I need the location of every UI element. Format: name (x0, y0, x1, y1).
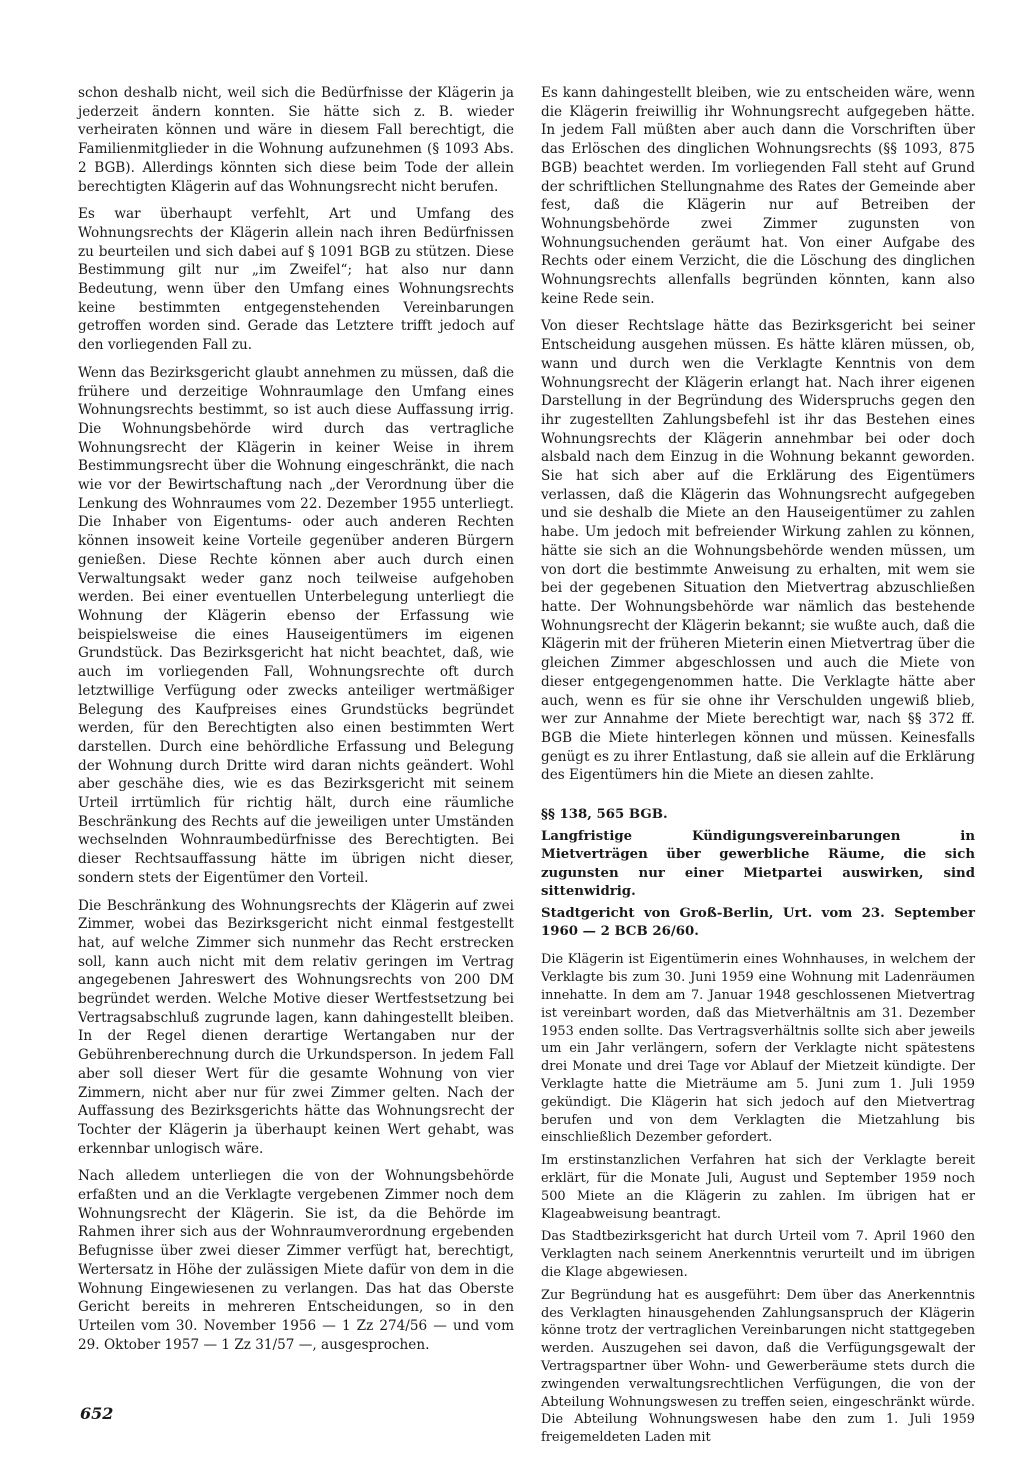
section-statute: §§ 138, 565 BGB. (541, 807, 668, 823)
right-paragraph-2: Von dieser Rechtslage hätte das Bezirksgericht bei seiner Entscheidung ausgehen müssen. Es hätte klären müssen, ob, wann und durch wen die Verklagte Kenntnis von dem Wohnungsrecht der Klägerin erlangt hat. Nach ihrer eigenen Darstellung in der Begründung des Widerspruchs gegen den ihr zugestellten Zahlungsbefehl ist ihr das Bestehen eines Wohnungsrechts der Klägerin annehmbar bei oder doch alsbald nach dem Einzug in die Wohnung bekannt geworden. Sie hat sich aber auf die Erklärung des Eigentümers verlassen, daß die Klägerin das Wohnungsrecht aufgegeben und sie deshalb die Miete an den Hauseigentümer zu zahlen habe. Um jedoch mit befreiender Wirkung zahlen zu können, hätte sie sich an die Wohnungsbehörde wenden müssen, um von dort die bestimmte Anweisung zu erhalten, mit wem sie bei der gegebenen Situation den Mietvertrag abzuschließen hatte. Der Wohnungsbehörde war nämlich das bestehende Wohnungsrecht der Klägerin bekannt; sie wußte auch, daß die Klägerin mit der früheren Mieterin einen Mietvertrag über die gleichen Zimmer abgeschlossen und auch die Miete von dieser entgegengenommen hatte. Die Verklagte hätte aber auch, wenn es für sie ohne ihr Verschulden ungewiß blieb, wer zur Annahme der Miete berechtigt war, nach §§ 372 ff. BGB die Miete hinterlegen können und müssen. Keinesfalls genügt es zu ihrer Entlastung, daß sie allein auf die Erklärung des Eigentümers hin die Miete an diesen zahlte. (541, 318, 975, 784)
right-column (541, 84, 975, 1452)
case-paragraph-4: Zur Begründung hat es ausgeführt: Dem über das Anerkenntnis des Verklagten hinausgehenden Zahlungsanspruch der Klägerin könne trotz der vertraglichen Vereinbarungen nicht stattgegeben werden. Auszugehen sei davon, daß die Verfügungsgewalt der Vertragspartner über Wohn- und Gewerberäume stets durch die zwingenden verwaltungsrechtlichen Verfügungen, die von der Abteilung Wohnungswesen zu treffen seien, eingeschränkt würde. Die Abteilung Wohnungswesen habe den zum 1. Juli 1959 freigemeldeten Laden mit (541, 1287, 975, 1446)
left-paragraph-4: Die Beschränkung des Wohnungsrechts der Klägerin auf zwei Zimmer, wobei das Bezirksgericht nicht einmal festgestellt hat, auf welche Zimmer sich nunmehr das Recht erstrecken soll, kann auch nicht mit dem relativ geringen im Vertrag angegebenen Jahreswert des Wohnungsrechts von 200 DM begründet werden. Welche Motive dieser Wertfestsetzung bei Vertragsabschluß zugrunde lagen, kann dahingestellt bleiben. In der Regel dienen derartige Wertangaben nur der Gebührenberechnung durch die Urkundsperson. In jedem Fall aber soll dieser Wert für die gesamte Wohnung von vier Zimmern, nicht aber nur für zwei Zimmer gelten. Nach der Auffassung des Bezirksgerichts hätte das Wohnungsrecht der Tochter der Klägerin ja überhaupt keinen Wert gehabt, was erkennbar unlogisch wäre. (78, 897, 514, 1157)
left-column (78, 84, 514, 1363)
case-paragraph-3: Das Stadtbezirksgericht hat durch Urteil vom 7. April 1960 den Verklagten nach seinem Anerkenntnis verurteilt und im übrigen die Klage abgewiesen. (541, 1229, 975, 1280)
section-court-citation: Stadtgericht von Groß-Berlin, Urt. vom 23. September 1960 — 2 BCB 26/60. (541, 906, 975, 940)
section-gap (541, 794, 975, 806)
left-paragraph-3: Wenn das Bezirksgericht glaubt annehmen zu müssen, daß die frühere und derzeitige Wohnraumlage den Umfang eines Wohnungsrechts bestimmt, so ist auch diese Auffassung irrig. Die Wohnungsbehörde wird durch das vertragliche Wohnungsrecht der Klägerin in keiner Weise in ihrem Bestimmungsrecht über die Wohnung eingeschränkt, die nach wie vor der Bewirtschaftung nach „der Verordnung über die Lenkung des Wohnraumes vom 22. Dezember 1955 unterliegt. Die Inhaber von Eigentums- oder auch anderen Rechten können insoweit keine Vorteile gegenüber anderen Bürgern genießen. Diese Rechte können aber auch durch einen Verwaltungsakt weder ganz noch teilweise aufgehoben werden. Bei einer eventuellen Unterbelegung unterliegt die Wohnung der Klägerin ebenso der Erfassung wie beispielsweise die eines Hauseigentümers im eigenen Grundstück. Das Bezirksgericht hat nicht beachtet, daß, wie auch im vorliegenden Fall, Wohnungsrechte oft durch letztwillige Verfügung oder zwecks anteiliger wertmäßiger Belegung des Kaufpreises eines Grundstücks begründet werden, für den Berechtigten also einen bestimmten Wert darstellen. Durch eine behördliche Erfassung und Belegung der Wohnung durch Dritte wird daran nichts geändert. Wohl aber geschähe dies, wie es das Bezirksgericht mit seinem Urteil irrtümlich für richtig hält, durch eine räumliche Beschränkung des Rechts auf die jeweiligen unter Umständen wechselnden Wohnraumbedürfnisse des Berechtigten. Bei dieser Rechtsauffassung hätte im übrigen nicht dieser, sondern stets der Eigentümer den Vorteil. (78, 364, 514, 886)
left-paragraph-1: schon deshalb nicht, weil sich die Bedürfnisse der Klägerin ja jederzeit ändern konnten. Sie hätte sich z. B. wieder verheiraten können und wäre in diesem Fall berechtigt, die Familienmitglieder in die Wohnung aufzunehmen (§ 1093 Abs. 2 BGB). Allerdings könnten sich diese beim Tode der allein berechtigten Klägerin auf das Wohnungsrecht nicht berufen. (78, 85, 514, 195)
case-paragraph-1: Die Klägerin ist Eigentümerin eines Wohnhauses, in welchem der Verklagte bis zum 30. Juni 1959 eine Wohnung mit Ladenräumen innehatte. In dem am 7. Januar 1948 geschlossenen Mietvertrag ist vereinbart worden, daß das Mietverhältnis am 31. Dezember 1953 enden sollte. Das Vertragsverhältnis sollte sich aber jeweils um ein Jahr verlängern, sofern der Verklagte nicht spätestens drei Monate und drei Tage vor Ablauf der Mietzeit kündigte. Der Verklagte hatte die Mieträume am 5. Juni zum 1. Juli 1959 gekündigt. Die Klägerin hat sich jedoch auf den Mietvertrag berufen und von dem Verklagten die Mietzahlung bis einschließlich Dezember gefordert. (541, 952, 975, 1146)
left-paragraph-5: Nach alledem unterliegen die von der Wohnungsbehörde erfaßten und an die Verklagte vergebenen Zimmer noch dem Wohnungsrecht der Klägerin. Sie ist, da die Behörde im Rahmen ihrer sich aus der Wohnraumverordnung ergebenden Befugnisse über zwei dieser Zimmer verfügt hat, berechtigt, Wertersatz in Höhe der zulässigen Miete dafür von dem in die Wohnung Eingewiesenen zu verlangen. Das hat das Oberste Gericht bereits in mehreren Entscheidungen, so in den Urteilen vom 30. November 1956 — 1 Zz 274/56 — und vom 29. Oktober 1957 — 1 Zz 31/57 —, ausgesprochen. (78, 1168, 514, 1353)
page-number: 652 (80, 1404, 114, 1423)
right-paragraph-1: Es kann dahingestellt bleiben, wie zu entscheiden wäre, wenn die Klägerin freiwillig ihr Wohnungsrecht aufgegeben hätte. In jedem Fall müßten aber auch dann die Vorschriften über das Erlöschen des dinglichen Wohnungsrechts (§§ 1093, 875 BGB) beachtet werden. Im vorliegenden Fall steht auf Grund der schriftlichen Stellungnahme des Rates der Gemeinde aber fest, daß die Klägerin nur auf Betreiben der Wohnungsbehörde zwei Zimmer zugunsten von Wohnungsuchenden geräumt hat. Von einer Aufgabe des Rechts oder einem Verzicht, die die Löschung des dinglichen Wohnungsrechts allenfalls begründen könnten, kann also keine Rede sein. (541, 85, 975, 307)
section-headnote: Langfristige Kündigungsvereinbarungen in Mietverträgen über gewerbliche Räume, die sich zugunsten nur einer Mietpartei auswirken, sind sittenwidrig. (541, 829, 975, 899)
case-paragraph-2: Im erstinstanzlichen Verfahren hat sich der Verklagte bereit erklärt, für die Monate Juli, August und September 1959 noch 500 Miete an die Klägerin zu zahlen. Im übrigen hat er Klageabweisung beantragt. (541, 1153, 975, 1222)
left-paragraph-2: Es war überhaupt verfehlt, Art und Umfang des Wohnungsrechts der Klägerin allein nach ihren Bedürfnissen zu beurteilen und sich dabei auf § 1091 BGB zu stützen. Diese Bestimmung gilt nur „im Zweifel“; hat also nur dann Bedeutung, wenn über den Umfang eines Wohnungsrechts keine bestimmten entgegenstehenden Vereinbarungen getroffen worden sind. Gerade das Letztere trifft jedoch auf den vorliegenden Fall zu. (78, 206, 514, 354)
